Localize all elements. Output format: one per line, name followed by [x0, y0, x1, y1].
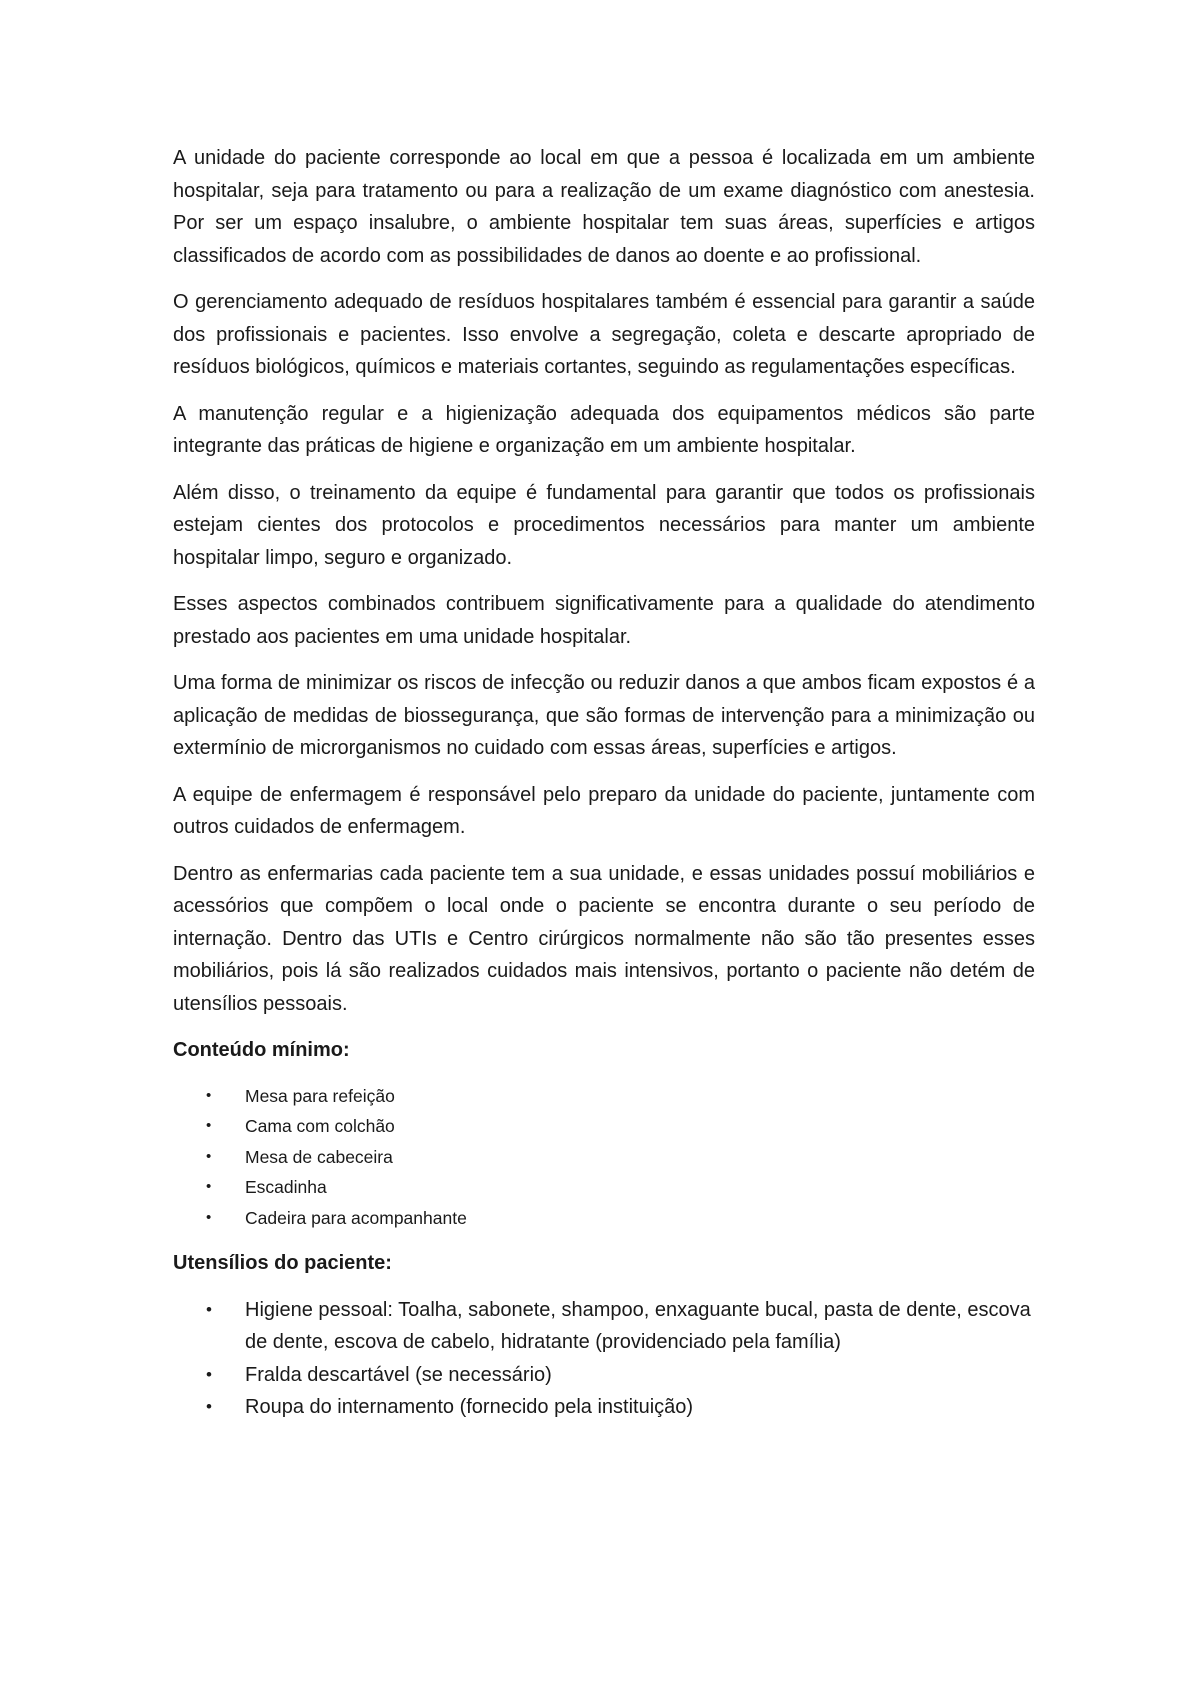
bullet-icon: • — [206, 1208, 212, 1226]
paragraph-manutencao-equipamentos: A manutenção regular e a higienização adequada dos equipamentos médicos são parte integrante das práticas de higiene e organização em um ambiente hospitalar. — [173, 402, 1035, 457]
list-item — [173, 1294, 1035, 1359]
bullet-icon: • — [206, 1364, 212, 1384]
bullet-icon: • — [206, 1117, 212, 1134]
list-item-text: Cadeira para acompanhante — [245, 1207, 467, 1228]
paragraph-biosseguranca: Uma forma de minimizar os riscos de infecção ou reduzir danos a que ambos ficam expostos é a aplicação de medidas de biossegurança, que são formas de intervenção para a minimização ou extermínio de microrganismos no cuidado com essas áreas, superfícies e artigos. — [173, 672, 1035, 759]
list-item-text: Escadinha — [245, 1177, 327, 1197]
paragraph-gerenciamento-residuos: O gerenciamento adequado de resíduos hospitalares também é essencial para garantir a saúde dos profissionais e pacientes. Isso envolve a segregação, coleta e descarte apropriado de resíduos biológicos, químicos e materiais cortantes, seguindo as regulamentações específicas. — [173, 291, 1035, 378]
paragraph-unidade-do-paciente: A unidade do paciente corresponde ao local em que a pessoa é localizada em um ambiente hospitalar, seja para tratamento ou para a realização de um exame diagnóstico com anestesia. Por ser um espaço insalubre, o ambiente hospitalar tem suas áreas, superfícies e artigos classificados de acordo com as possibilidades de danos ao doente e ao profissional. — [173, 147, 1035, 267]
list-item-text: Mesa de cabeceira — [245, 1146, 393, 1167]
list-item-text: Higiene pessoal: Toalha, sabonete, shampoo, enxaguante bucal, pasta de dente, escova de dente, escova de cabelo, hidratante (providenciado pela família) — [245, 1298, 1031, 1353]
paragraph-equipe-enfermagem: A equipe de enfermagem é responsável pelo preparo da unidade do paciente, juntamente com outros cuidados de enfermagem. — [173, 783, 1035, 838]
bullet-icon: • — [206, 1397, 212, 1416]
list-utensilios — [173, 1294, 1035, 1424]
paragraph-treinamento-equipe: Além disso, o treinamento da equipe é fundamental para garantir que todos os profissionais estejam cientes dos protocolos e procedimentos necessários para manter um ambiente hospitalar limpo, seguro e organizado. — [173, 481, 1035, 569]
bullet-icon: • — [206, 1299, 212, 1319]
bullet-icon: • — [206, 1147, 212, 1165]
heading-utensilios-paciente: Utensílios do paciente: — [173, 1252, 392, 1274]
list-item-text: Fralda descartável (se necessário) — [245, 1363, 552, 1386]
heading-conteudo-minimo: Conteúdo mínimo: — [173, 1039, 350, 1061]
list-item — [173, 1142, 1035, 1173]
list-conteudo-minimo — [173, 1081, 1035, 1234]
list-item — [173, 1203, 1035, 1234]
list-item-text: Mesa para refeição — [245, 1085, 395, 1106]
paragraph-enfermarias: Dentro as enfermarias cada paciente tem a sua unidade, e essas unidades possuí mobiliários e acessórios que compõem o local onde o paciente se encontra durante o seu período de internação. Dentro das UTIs e Centro cirúrgicos normalmente não são tão presentes esses mobiliários, pois lá são realizados cuidados mais intensivos, portanto o paciente não detém de utensílios pessoais. — [173, 862, 1035, 1015]
paragraph-aspectos-combinados: Esses aspectos combinados contribuem significativamente para a qualidade do atendimento prestado aos pacientes em uma unidade hospitalar. — [173, 593, 1035, 648]
list-item — [173, 1111, 1035, 1142]
list-item-text: Roupa do internamento (fornecido pela instituição) — [245, 1396, 694, 1418]
list-item-text: Cama com colchão — [245, 1116, 395, 1136]
list-item — [173, 1359, 1035, 1392]
bullet-icon: • — [206, 1086, 212, 1104]
list-item — [173, 1391, 1035, 1424]
list-item — [173, 1081, 1035, 1112]
document-page — [173, 142, 1035, 1424]
bullet-icon: • — [206, 1178, 212, 1195]
list-item — [173, 1172, 1035, 1203]
